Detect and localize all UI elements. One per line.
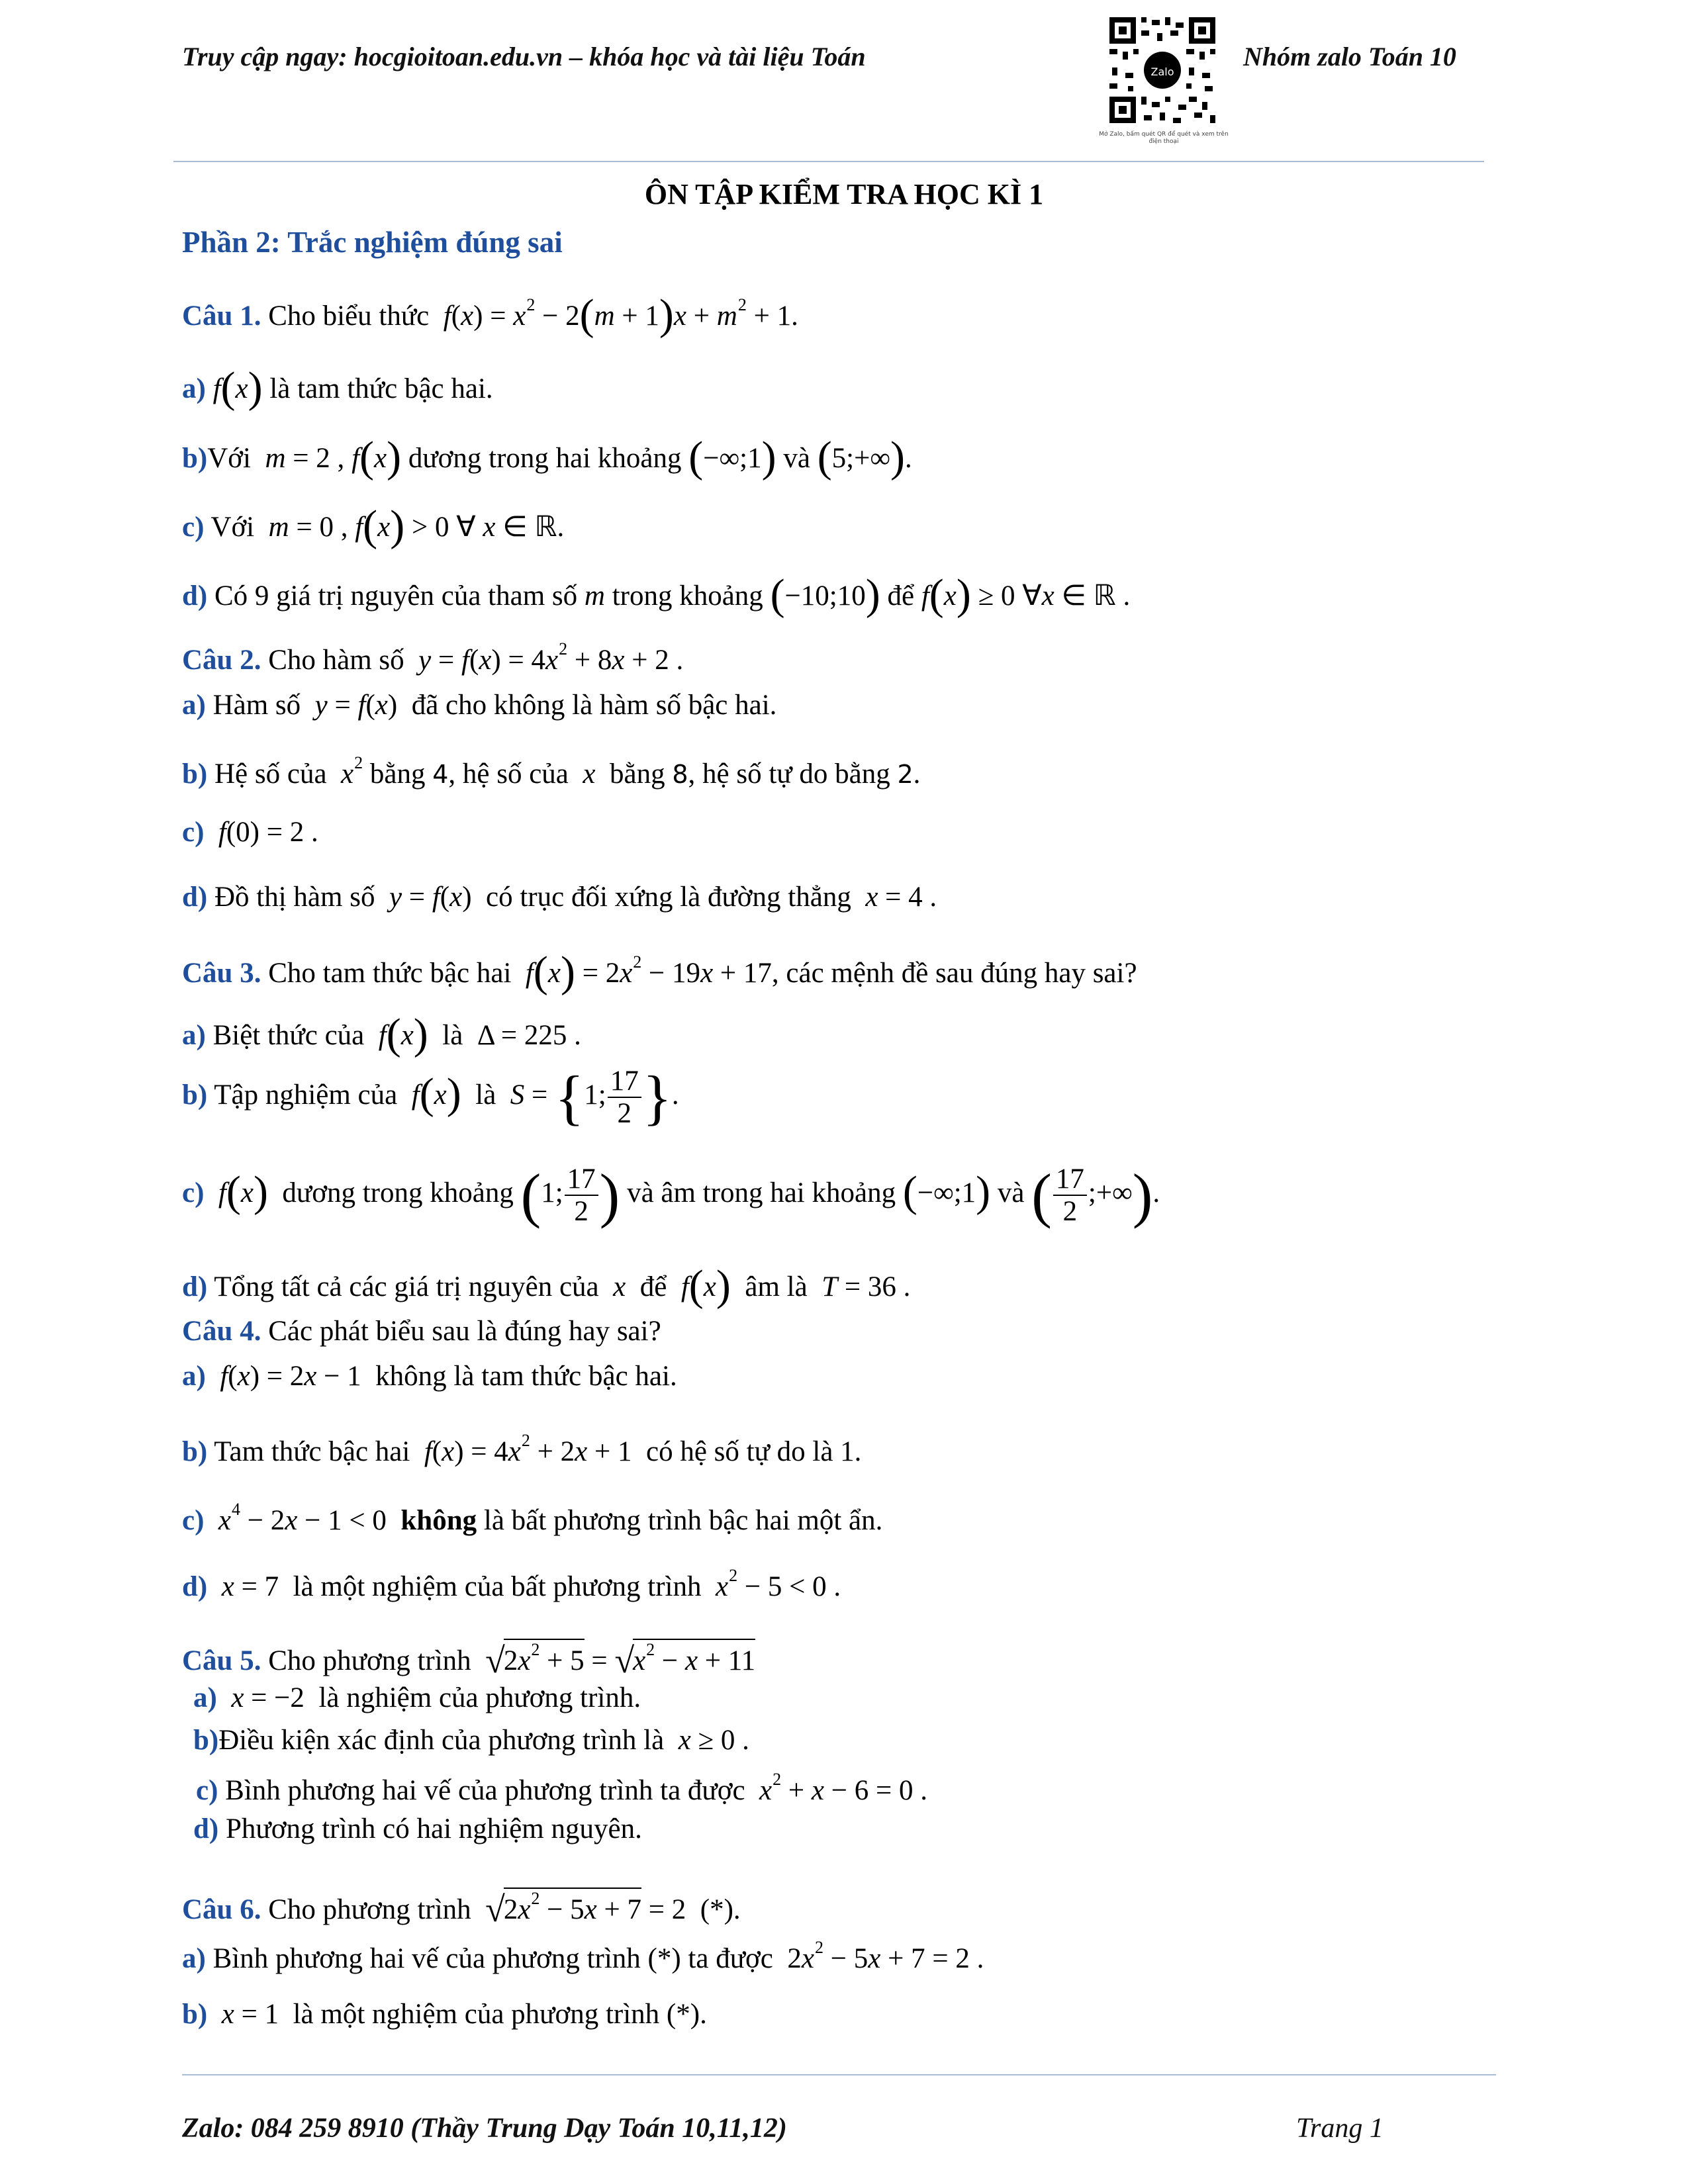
question-text: Các phát biểu sau là đúng hay sai? [268, 1316, 661, 1347]
statement-text: để [887, 580, 915, 612]
math-expression: f(x) [218, 1167, 268, 1216]
statement-text: Hệ số của [214, 758, 327, 790]
math-expression: x ≥ 0 . [678, 1725, 749, 1756]
statement-text: là [475, 1079, 496, 1111]
statement-text: là [442, 1020, 463, 1051]
statement-3c [182, 1163, 1160, 1228]
math-expression: m [584, 580, 605, 612]
math-expression: (5;+∞). [817, 433, 912, 481]
statement-label: a) [182, 1361, 206, 1392]
math-expression: f(0) = 2 . [218, 817, 318, 848]
math-expression: f(x) [411, 1069, 461, 1118]
math-expression: $x^2 - 5 < 0$ . [715, 1566, 841, 1602]
math-expression: (1; $\frac{17}{2}$ ) [520, 1161, 620, 1230]
statement-label: b) [182, 1999, 208, 2030]
statement-text: đã cho không là hàm số bậc hai. [411, 690, 777, 721]
statement-text: Tổng tất cả các giá trị nguyên của [214, 1271, 599, 1302]
statement-text: , hệ số tự do bằng [688, 758, 890, 790]
statement-text: có trục đối xứng là đường thẳng [486, 882, 851, 913]
math-expression: y = f(x) [314, 690, 404, 721]
math-expression: f(x) ≥ 0 ∀x ∈ ℝ . [921, 570, 1131, 619]
statement-text: không là tam thức bậc hai. [375, 1361, 677, 1392]
statement-label: d) [182, 882, 208, 913]
math-expression: (−10;10) [770, 570, 880, 619]
statement-text: Điều kiện xác định của phương trình là [218, 1725, 665, 1756]
math-expression: f(x) = 2x − 1 [220, 1361, 369, 1392]
question-4 [182, 1317, 661, 1345]
statement-label: c) [182, 512, 205, 543]
qr-code-image [1107, 15, 1218, 126]
statement-1c [182, 504, 564, 548]
section-heading: Phần 2: Trắc nghiệm đúng sai [182, 226, 563, 259]
statement-label: b) [182, 1436, 208, 1467]
math-expression: x = 7 [221, 1571, 286, 1602]
statement-text: và [783, 443, 810, 474]
page-number: Trang 1 [1296, 2113, 1383, 2144]
statement-text: Bình phương hai vế của phương trình (*) ta được [212, 1943, 773, 1974]
coefficient-value: 2 [897, 760, 914, 789]
statement-3d [182, 1261, 911, 1310]
statement-1b [182, 435, 912, 479]
statement-label: b) [193, 1725, 219, 1756]
coefficient-value: 8 [672, 760, 688, 789]
statement-text: Tập nghiệm của [214, 1079, 398, 1111]
statement-text: và [997, 1177, 1025, 1209]
statement-text: Với [207, 443, 251, 474]
statement-label: b) [182, 1079, 208, 1111]
footer-contact: Zalo: 084 259 8910 (Thầy Trung Dạy Toán 10,11,12) [182, 2113, 787, 2144]
statement-label: b) [182, 443, 208, 474]
math-expression: S = {1; $\frac{17}{2}$ }. [510, 1064, 679, 1132]
math-expression: m = 2 , f(x) [265, 433, 402, 481]
statement-5d [193, 1815, 642, 1843]
statement-text: là nghiệm của phương trình. [318, 1682, 641, 1713]
statement-label: b) [182, 758, 208, 790]
statement-text: trong khoảng [612, 580, 763, 612]
math-expression: $f(x) = 4x^2 + 2x + 1$ [424, 1431, 639, 1467]
math-expression: f(x) [378, 1010, 428, 1058]
question-text: Cho tam thức bậc hai [268, 958, 512, 989]
math-expression: f(x) [680, 1261, 731, 1310]
math-expression: $y = f(x) = 4x^2 + 8x + 2$ . [418, 639, 684, 676]
statement-label: a) [182, 1020, 206, 1051]
statement-label: d) [193, 1813, 219, 1844]
statement-3b [182, 1066, 679, 1130]
question-text: Cho phương trình [268, 1645, 471, 1676]
math-expression: $f(x) = 2x^2 - 19x + 17$ [525, 948, 772, 996]
question-label: Câu 5. [182, 1645, 261, 1676]
zalo-logo-text: Zalo [1150, 66, 1174, 78]
statement-text: là một nghiệm của phương trình (*). [293, 1999, 707, 2030]
statement-4c [182, 1501, 882, 1535]
statement-text: Biệt thức của [212, 1020, 365, 1051]
math-expression: Δ = 225 . [470, 1020, 581, 1051]
statement-4d [182, 1567, 841, 1601]
statement-1a [182, 363, 493, 412]
statement-label: c) [182, 1505, 205, 1536]
statement-5c [196, 1771, 927, 1805]
statement-label: a) [182, 373, 206, 404]
statement-text: , hệ số của [448, 758, 569, 790]
statement-text: Có 9 giá trị nguyên của tham số [214, 580, 578, 612]
math-expression: $√2x^2 - 5x + 7 = 2$ [485, 1889, 694, 1929]
math-expression: ( $\frac{17}{2}$ ;+∞). [1031, 1161, 1160, 1230]
question-text: , các mệnh đề sau đúng hay sai? [771, 958, 1137, 989]
math-expression: $√2x^2 + 5 = √x^2 - x + 11$ [485, 1640, 756, 1680]
statement-2d [182, 883, 937, 911]
statement-2c [182, 818, 318, 846]
statement-6b [182, 2000, 707, 2028]
qr-caption: Mở Zalo, bấm quét QR để quét và xem trên điện thoại [1099, 131, 1229, 145]
question-label: Câu 1. [182, 300, 261, 332]
statement-label: a) [182, 690, 206, 721]
coefficient-value: 4 [432, 760, 449, 789]
statement-text: Với [211, 512, 255, 543]
statement-text: Bình phương hai vế của phương trình ta được [225, 1775, 745, 1806]
statement-text: bằng [369, 758, 426, 790]
statement-2b: b) Hệ số của $x^2$ bằng 4, hệ số của x bằng 8, hệ số tự do bằng 2. [182, 753, 921, 790]
math-expression: m = 0 , f(x) > 0 ∀ x ∈ ℝ. [268, 502, 565, 550]
question-label: Câu 4. [182, 1316, 261, 1347]
statement-label: d) [182, 580, 208, 612]
question-2 [182, 641, 683, 674]
header-group-name: Nhóm zalo Toán 10 [1243, 42, 1456, 71]
math-expression: $x^2 + x - 6 = 0$ . [759, 1770, 928, 1806]
math-expression: x = 1 [221, 1999, 286, 2030]
statement-5b [193, 1726, 749, 1754]
math-expression: (−∞;1) [688, 433, 776, 481]
statement-text: Hàm số [212, 690, 301, 721]
question-3 [182, 950, 1137, 994]
math-expression: $f(x) = x^2 - 2(m + 1)x + m^2 + 1$. [443, 291, 798, 339]
statement-label: a) [182, 1943, 206, 1974]
statement-text: Tam thức bậc hai [214, 1436, 410, 1467]
question-label: Câu 3. [182, 958, 261, 989]
math-expression: $x^4 - 2x - 1 < 0$ [218, 1500, 394, 1536]
statement-text: Phương trình có hai nghiệm nguyên. [225, 1813, 642, 1844]
statement-text: Đồ thị hàm số [214, 882, 375, 913]
question-1 [182, 293, 798, 337]
statement-5a [193, 1684, 641, 1712]
math-expression: T = 36 . [821, 1271, 911, 1302]
question-label: Câu 6. [182, 1894, 261, 1925]
question-label: Câu 2. [182, 645, 261, 676]
statement-4b [182, 1432, 861, 1466]
page-title: ÔN TẬP KIỂM TRA HỌC KÌ 1 [644, 178, 1044, 210]
statement-text: là một nghiệm của bất phương trình [293, 1571, 702, 1602]
math-expression: $x^2$ [334, 753, 363, 790]
statement-text: dương trong khoảng [282, 1177, 514, 1209]
math-expression: (−∞;1) [902, 1167, 991, 1216]
statement-text: có hệ số tự do là 1. [645, 1436, 862, 1467]
math-expression: x [575, 758, 603, 790]
statement-label: c) [196, 1775, 218, 1806]
question-text: Cho phương trình [268, 1894, 471, 1925]
math-expression: y = f(x) [389, 882, 479, 913]
statement-label: c) [182, 1177, 205, 1209]
statement-label: d) [182, 1571, 208, 1602]
statement-text: dương trong hai khoảng [408, 443, 682, 474]
math-expression: x = −2 [231, 1682, 312, 1713]
question-text: (*). [700, 1894, 741, 1925]
statement-6a [182, 1939, 984, 1973]
statement-text: là tam thức bậc hai. [269, 373, 493, 404]
statement-label: a) [193, 1682, 217, 1713]
math-expression: x = 4 . [865, 882, 937, 913]
statement-4a [182, 1362, 677, 1390]
statement-label: d) [182, 1271, 208, 1302]
statement-text: âm là [745, 1271, 808, 1302]
question-6 [182, 1888, 741, 1927]
question-text: Cho hàm số [268, 645, 404, 676]
statement-2a [182, 691, 776, 719]
header-divider [173, 161, 1484, 162]
statement-text: là bất phương trình bậc hai một ẩn. [483, 1505, 883, 1536]
math-expression: $2x^2 - 5x + 7 = 2$ . [780, 1938, 984, 1974]
question-5 [182, 1639, 755, 1678]
footer-divider [182, 2074, 1496, 2075]
question-text: Cho biểu thức [268, 300, 430, 332]
statement-text: và âm trong hai khoảng [627, 1177, 896, 1209]
statement-3a [182, 1010, 581, 1058]
header-site-link: Truy cập ngay: hocgioitoan.edu.vn – khóa học và tài liệu Toán [182, 42, 866, 71]
math-expression: x [606, 1271, 633, 1302]
statement-text: để [639, 1271, 667, 1302]
emphasis-text: không [400, 1505, 477, 1536]
statement-label: c) [182, 817, 205, 848]
statement-1d [182, 570, 1131, 619]
math-expression: f(x) [212, 363, 263, 412]
statement-text: bằng [610, 758, 665, 790]
